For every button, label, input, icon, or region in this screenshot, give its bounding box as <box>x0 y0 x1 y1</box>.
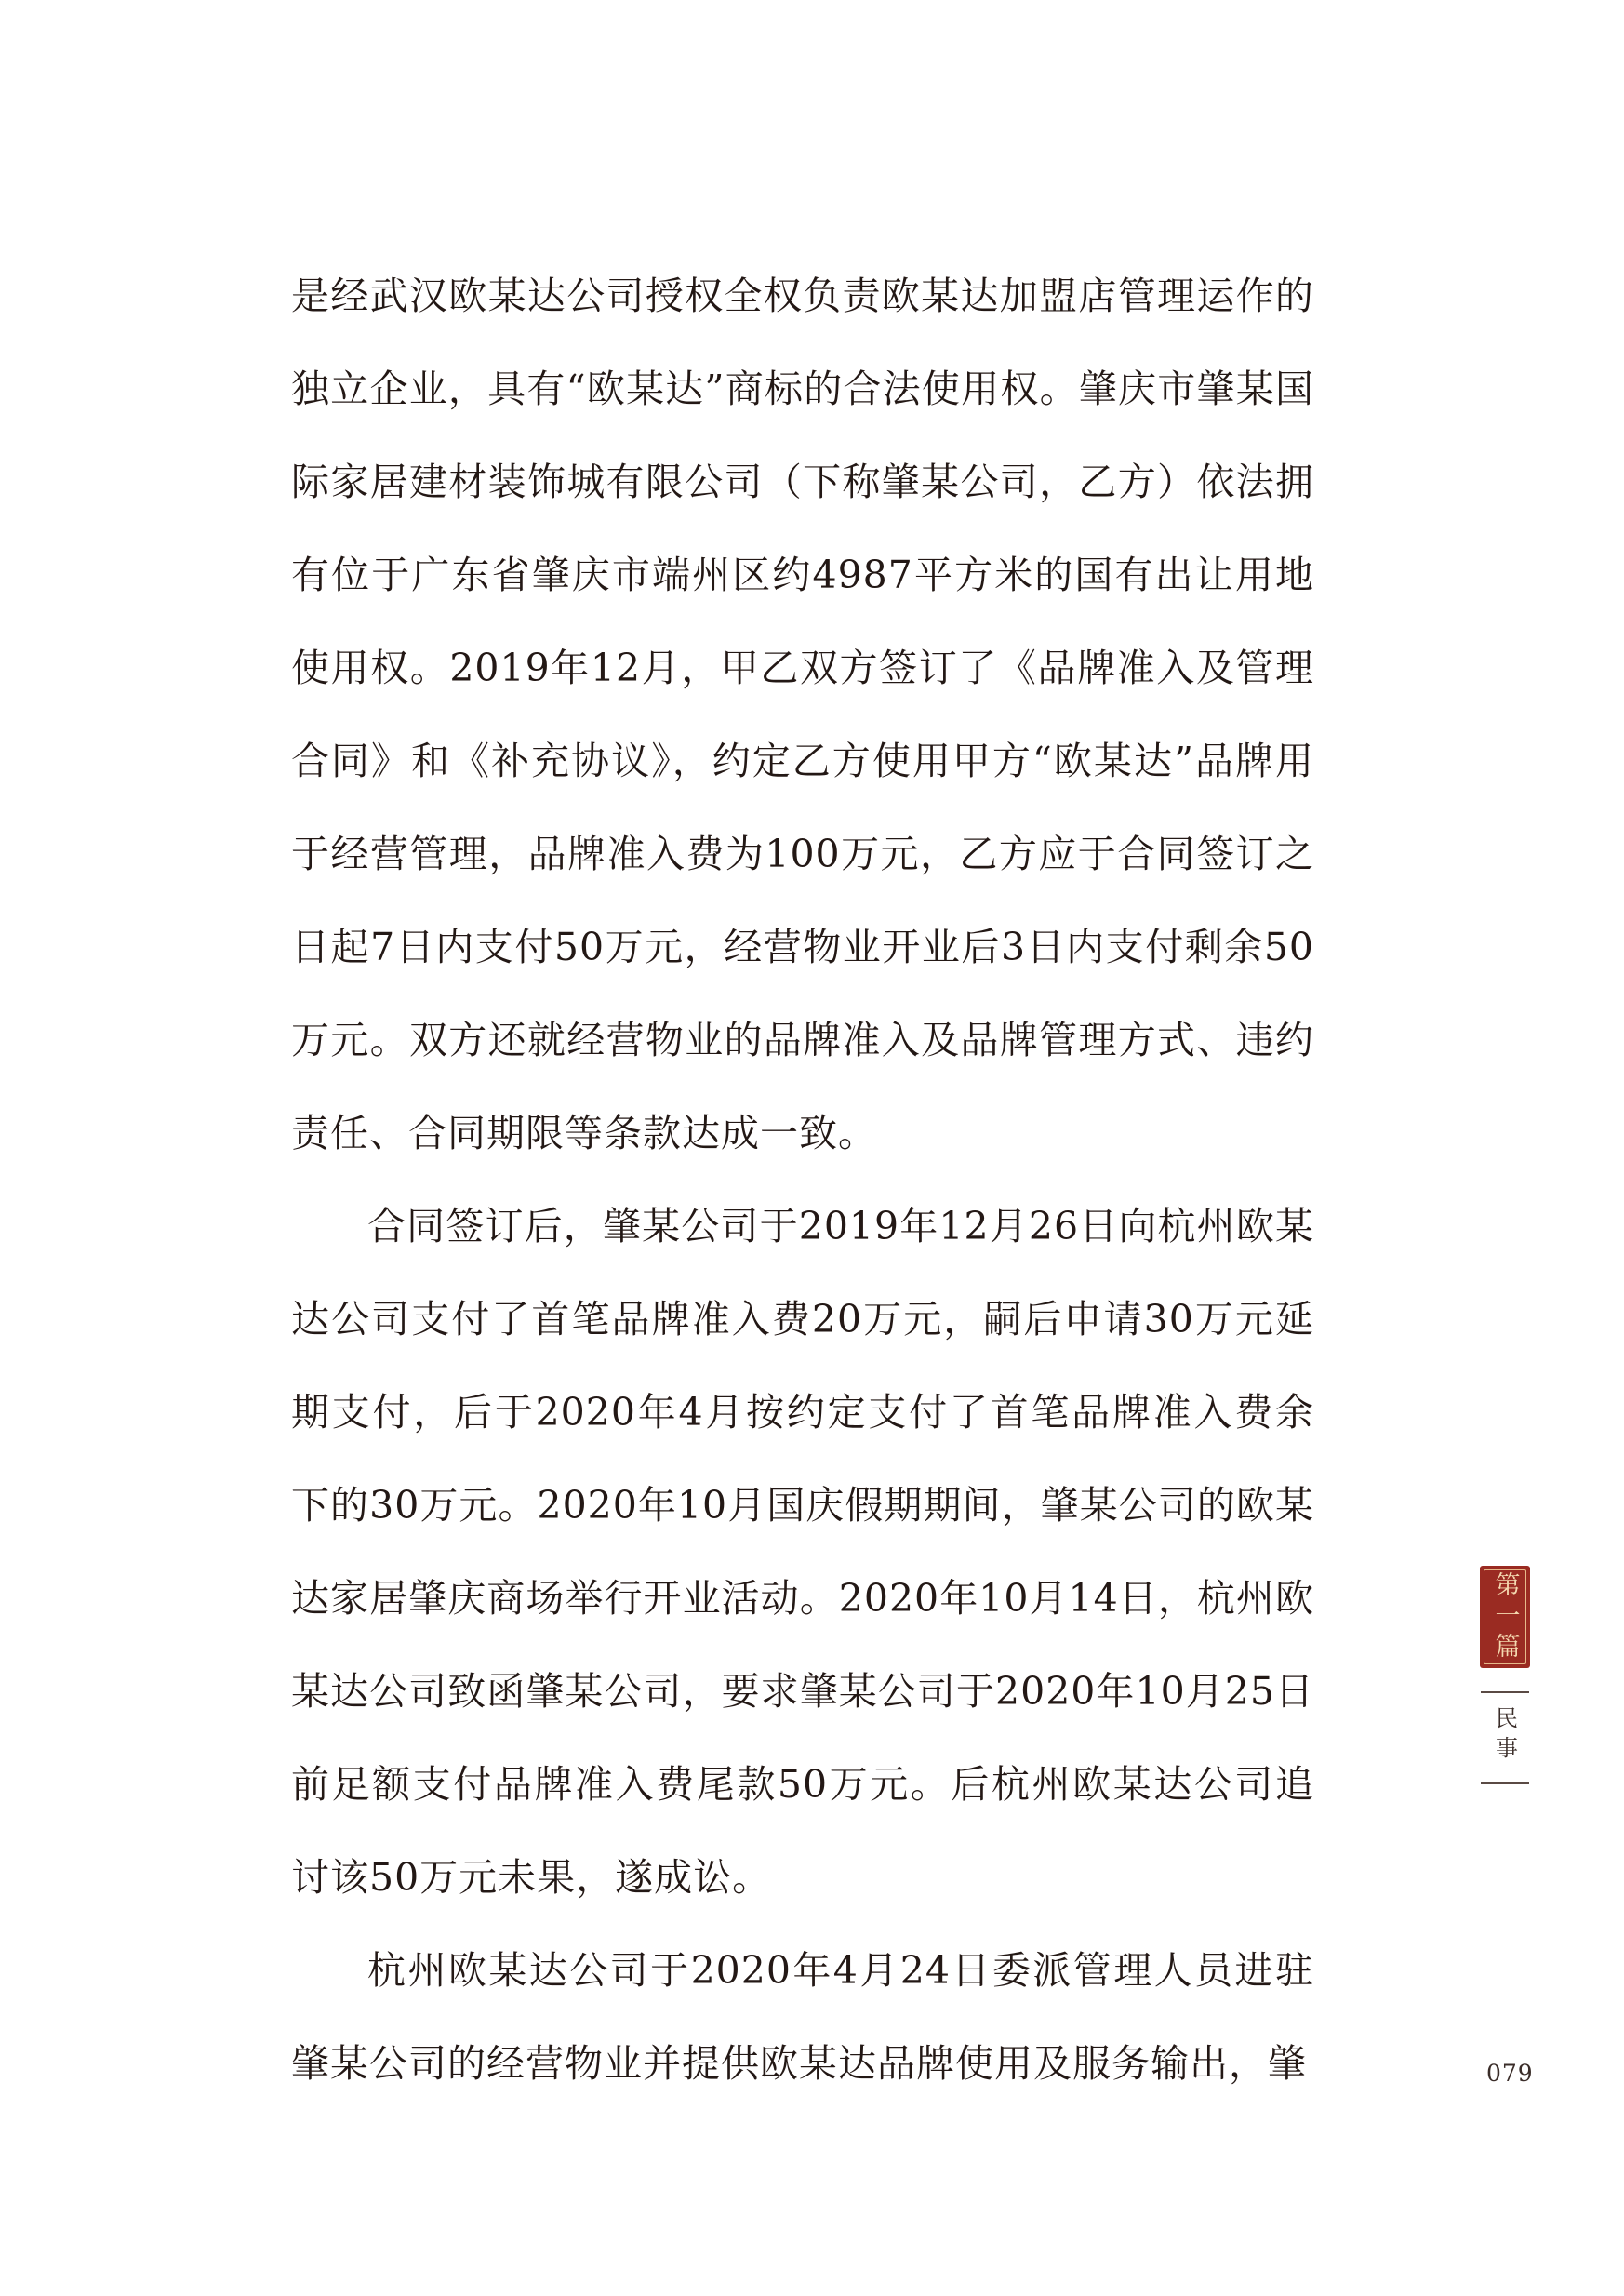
body-text <box>291 249 1314 2110</box>
side-rule-bottom <box>1481 1782 1529 1784</box>
part-tab-label: 第一篇 <box>1490 1570 1520 1663</box>
section-label: 民事 <box>1491 1706 1518 1766</box>
side-rule-top <box>1481 1691 1529 1693</box>
page-number: 079 <box>1486 2060 1534 2087</box>
paragraph-1: 是经武汉欧某达公司授权全权负责欧某达加盟店管理运作的独立企业，具有“欧某达”商标的合法使用权。肇庆市肇某国际家居建材装饰城有限公司（下称肇某公司，乙方）依法拥有位于广东省肇庆市端州区约4987平方米的国有出让用地使用权。2019年12月，甲乙双方签订了《品牌准入及管理合同》和《补充协议》，约定乙方使用甲方“欧某达”品牌用于经营管理，品牌准入费为100万元，乙方应于合同签订之日起7日内支付50万元，经营物业开业后3日内支付剩余50万元。双方还就经营物业的品牌准入及品牌管理方式、违约责任、合同期限等条款达成一致。 <box>291 274 1314 1155</box>
paragraph-2: 合同签订后，肇某公司于2019年12月26日向杭州欧某达公司支付了首笔品牌准入费20万元，嗣后申请30万元延期支付，后于2020年4月按约定支付了首笔品牌准入费余下的30万元。2020年10月国庆假期期间，肇某公司的欧某达家居肇庆商场举行开业活动。2020年10月14日，杭州欧某达公司致函肇某公司，要求肇某公司于2020年10月25日前足额支付品牌准入费尾款50万元。后杭州欧某达公司追讨该50万元未果，遂成讼。 <box>291 1204 1314 1900</box>
paragraph-3: 杭州欧某达公司于2020年4月24日委派管理人员进驻肇某公司的经营物业并提供欧某达品牌使用及服务输出，肇 <box>291 1948 1314 2086</box>
part-tab <box>1480 1566 1530 1668</box>
